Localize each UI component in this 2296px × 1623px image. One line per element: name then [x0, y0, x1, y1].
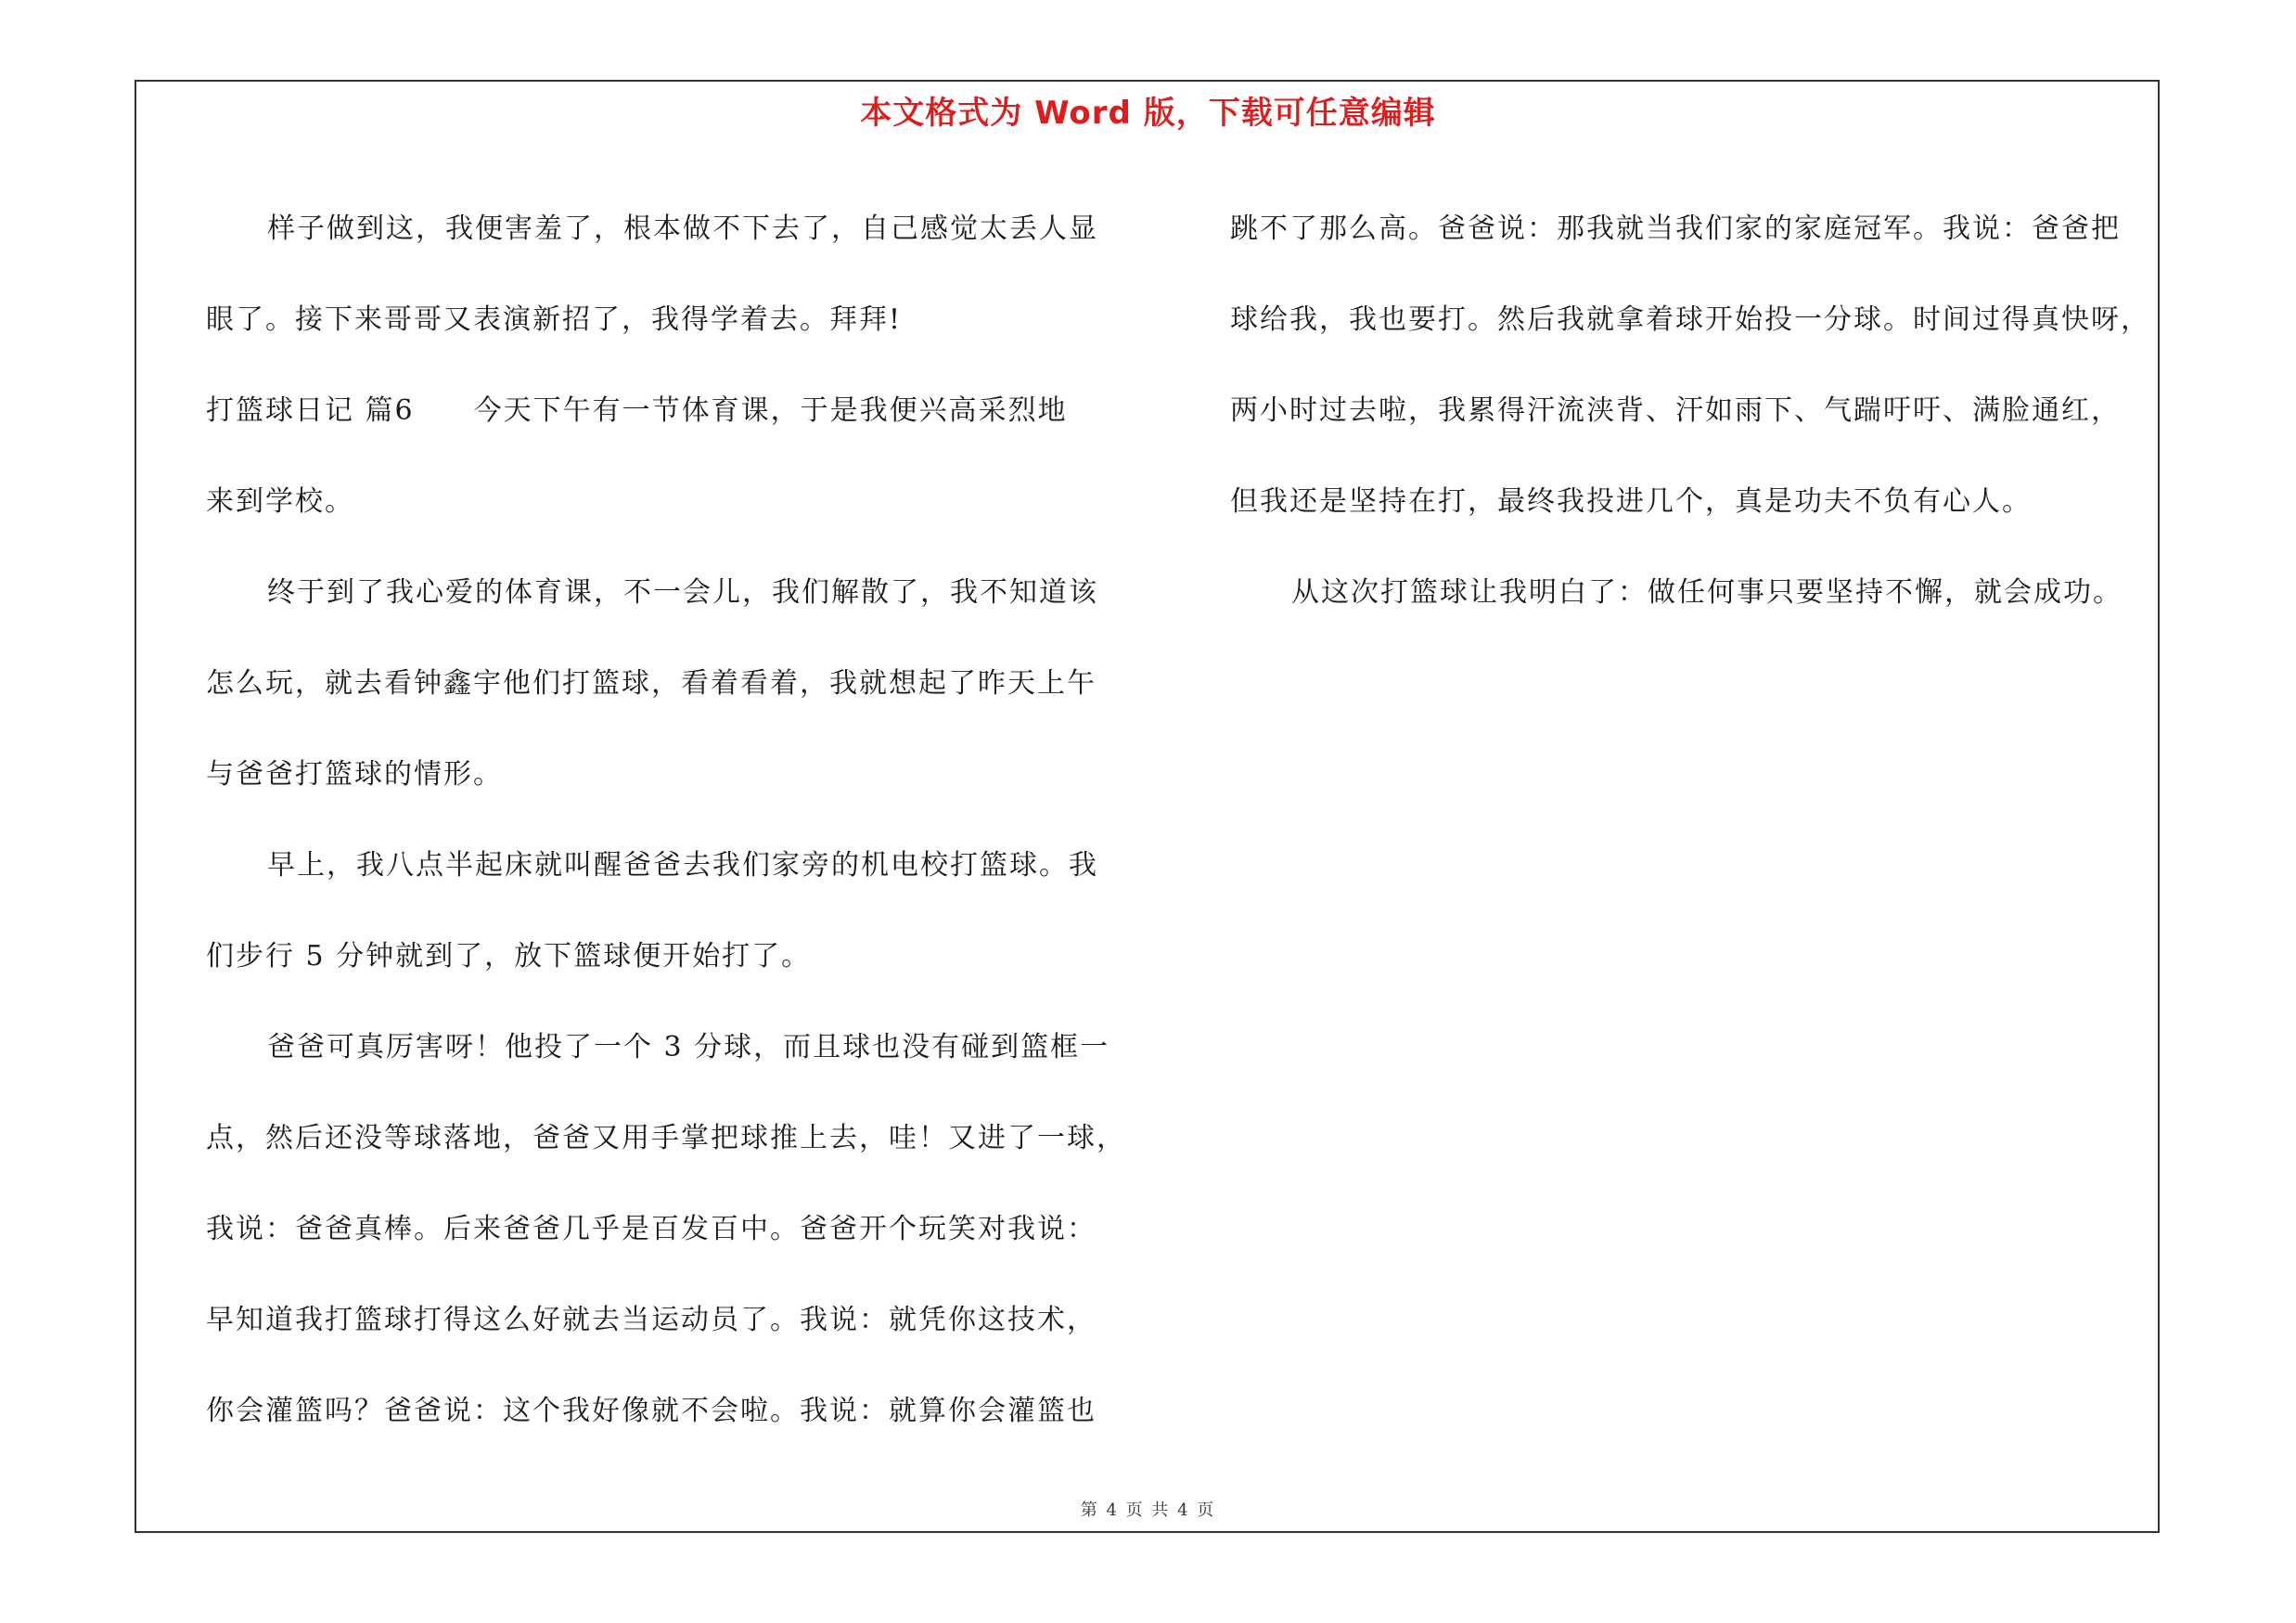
page-number-footer: 第 4 页 共 4 页	[1080, 1501, 1216, 1520]
paragraph-line: 与爸爸打篮球的情形。	[206, 758, 503, 791]
paragraph-line: 怎么玩，就去看钟鑫宇他们打篮球，看着看着，我就想起了昨天上午	[206, 667, 1097, 700]
paragraph-line: 但我还是坚持在打，最终我投进几个，真是功夫不负有心人。	[1230, 485, 2032, 518]
paragraph-line: 我说：爸爸真棒。后来爸爸几乎是百发百中。爸爸开个玩笑对我说：	[206, 1213, 1097, 1245]
word-format-banner: 本文格式为 Word 版，下载可任意编辑	[860, 95, 1436, 132]
paragraph-line: 点，然后还没等球落地，爸爸又用手掌把球推上去，哇！又进了一球，	[206, 1122, 1126, 1154]
section-title: 打篮球日记 篇6	[206, 394, 415, 427]
paragraph-line: 早上，我八点半起床就叫醒爸爸去我们家旁的机电校打篮球。我	[267, 849, 1098, 882]
paragraph-text: 今天下午有一节体育课，于是我便兴高采烈地	[473, 394, 1068, 427]
paragraph-line	[206, 366, 1143, 457]
paragraph-line: 爸爸可真厉害呀！他投了一个 3 分球，而且球也没有碰到篮框一	[267, 1031, 1110, 1063]
paragraph-line: 早知道我打篮球打得这么好就去当运动员了。我说：就凭你这技术，	[206, 1304, 1097, 1336]
paragraph-line: 终于到了我心爱的体育课，不一会儿，我们解散了，我不知道该	[267, 576, 1098, 609]
paragraph-line: 跳不了那么高。爸爸说：那我就当我们家的家庭冠军。我说：爸爸把	[1230, 213, 2121, 245]
paragraph-line: 样子做到这，我便害羞了，根本做不下去了，自己感觉太丢人显	[267, 213, 1098, 245]
paragraph-line: 们步行 5 分钟就到了，放下篮球便开始打了。	[206, 940, 812, 973]
paragraph-line: 两小时过去啦，我累得汗流浃背、汗如雨下、气踹吁吁、满脸通红，	[1230, 394, 2121, 427]
paragraph-line: 来到学校。	[206, 485, 354, 518]
paragraph-line: 你会灌篮吗？爸爸说：这个我好像就不会啦。我说：就算你会灌篮也	[206, 1395, 1097, 1427]
paragraph-line: 球给我，我也要打。然后我就拿着球开始投一分球。时间过得真快呀，	[1230, 303, 2150, 336]
paragraph-line: 眼了。接下来哥哥又表演新招了，我得学着去。拜拜!	[206, 303, 903, 336]
paragraph-line: 从这次打篮球让我明白了：做任何事只要坚持不懈，就会成功。	[1291, 576, 2123, 609]
right-column	[1230, 184, 2167, 638]
left-column	[206, 184, 1143, 1457]
